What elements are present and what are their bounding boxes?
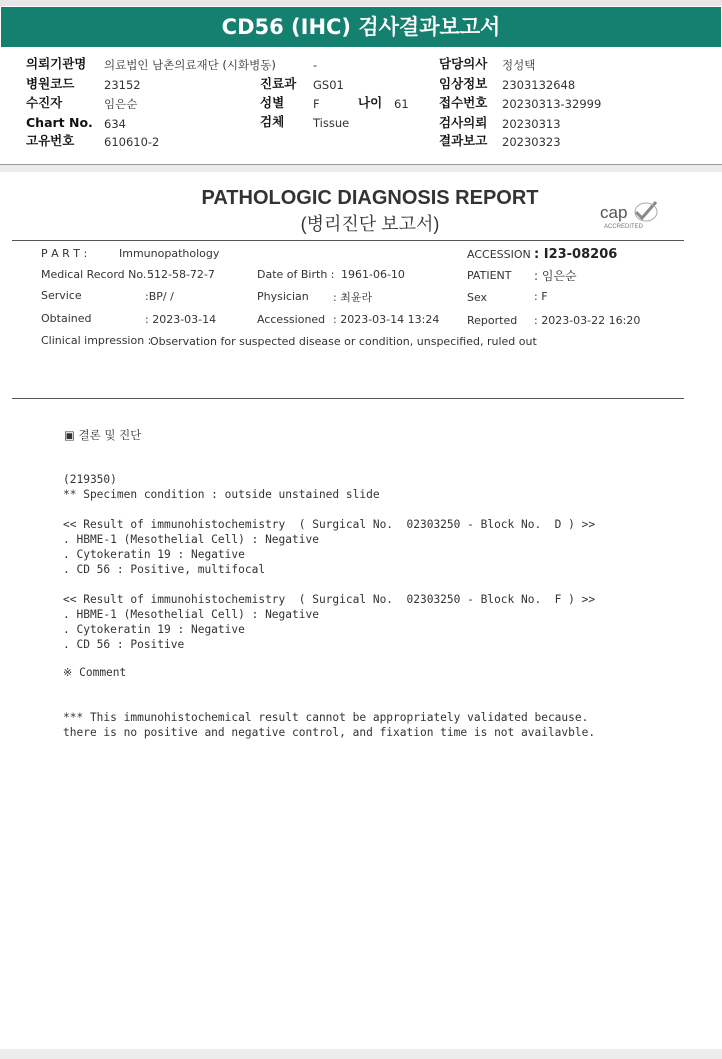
report-sex-value: : F	[534, 290, 548, 303]
bottom-border	[0, 1049, 722, 1059]
patient-name: 임은순	[541, 269, 577, 283]
result-date-label: 결과보고	[439, 133, 488, 148]
patient-label: 수진자	[26, 95, 63, 110]
accessioned-label: Accessioned	[257, 313, 326, 326]
comment-body	[63, 695, 595, 755]
receipt-label: 접수번호	[439, 95, 488, 110]
obtained-label: Obtained	[41, 312, 92, 325]
specimen-value: Tissue	[313, 116, 350, 130]
report-middle-rule	[12, 398, 684, 399]
unique-no-label: 고유번호	[26, 133, 75, 148]
hospital-code-value: 23152	[104, 78, 141, 92]
diagnosis-line	[63, 502, 595, 517]
accession-label: ACCESSION	[467, 248, 531, 261]
svg-text:ACCREDITED: ACCREDITED	[604, 224, 644, 230]
reported-label: Reported	[467, 314, 518, 327]
result-date-value: 20230323	[502, 135, 561, 149]
department-value: GS01	[313, 78, 344, 92]
dob-label: Date of Birth :	[257, 268, 335, 281]
diagnosis-section-title: ▣ 결론 및 진단	[64, 428, 142, 442]
specimen-label: 검체	[260, 114, 285, 129]
attending-label: 담당의사	[439, 56, 488, 71]
receipt-value: 20230313-32999	[502, 97, 602, 111]
report-title-en: PATHOLOGIC DIAGNOSIS REPORT	[201, 187, 539, 209]
chart-no-label: Chart No.	[26, 115, 93, 130]
physician-name: 최윤라	[340, 291, 373, 304]
accessioned-value: : 2023-03-14 13:24	[333, 313, 440, 326]
clinical-impression-value: Observation for suspected disease or condition, unspecified, ruled out	[150, 335, 537, 348]
diagnosis-line: . HBME-1 (Mesothelial Cell) : Negative	[63, 608, 319, 621]
patient-value: 임은순	[104, 97, 138, 111]
hospital-code-label: 병원코드	[26, 76, 75, 91]
diagnosis-line: . Cytokeratin 19 : Negative	[63, 548, 245, 561]
diagnosis-line: . Cytokeratin 19 : Negative	[63, 623, 245, 636]
physician-label: Physician	[257, 290, 309, 303]
diagnosis-line: (219350)	[63, 473, 117, 486]
attending-value: 정성택	[502, 58, 536, 72]
mrn-label: Medical Record No. :	[41, 268, 154, 281]
requesting-institution-value: 의료법인 남촌의료재단 (시화병동)	[104, 58, 276, 72]
report-sex-label: Sex	[467, 291, 488, 304]
part-label: P A R T :	[41, 247, 88, 260]
diagnosis-line: << Result of immunohistochemistry ( Surgical No. 02303250 - Block No. D ) >>	[63, 518, 596, 531]
patient-name-value: : 임은순	[534, 269, 577, 283]
age-label: 나이	[358, 95, 383, 110]
request-date-value: 20230313	[502, 117, 561, 131]
diagnosis-line: . CD 56 : Positive, multifocal	[63, 563, 266, 576]
age-value: 61	[394, 97, 409, 111]
requesting-dash: -	[313, 58, 318, 72]
report-title-ko: (병리진단 보고서)	[300, 214, 440, 234]
physician-value: : 최윤라	[333, 291, 373, 304]
sex-value: F	[313, 97, 320, 111]
comment-line: *** This immunohistochemical result cannot be appropriately validated because.	[63, 711, 589, 724]
part-value: Immunopathology	[119, 247, 220, 260]
service-value: :BP/ /	[145, 290, 174, 303]
diagnosis-line: ** Specimen condition : outside unstained slide	[63, 488, 380, 501]
request-date-label: 검사의뢰	[439, 115, 488, 130]
diagnosis-line: . HBME-1 (Mesothelial Cell) : Negative	[63, 533, 319, 546]
svg-text:cap: cap	[600, 203, 628, 222]
dob-value: 1961-06-10	[341, 268, 405, 281]
clinical-info-label: 임상정보	[439, 76, 488, 91]
comment-line: there is no positive and negative control, and fixation time is not availavble.	[63, 726, 596, 739]
page-title: CD56 (IHC) 검사결과보고서	[1, 7, 721, 47]
reported-value: : 2023-03-22 16:20	[534, 314, 641, 327]
sex-label: 성별	[260, 95, 285, 110]
mrn-value: 512-58-72-7	[147, 268, 215, 281]
department-label: 진료과	[260, 76, 297, 91]
clinical-impression-label: Clinical impression :	[41, 334, 152, 347]
requesting-institution-label: 의뢰기관명	[26, 56, 87, 71]
clinical-info-value: 2303132648	[502, 78, 576, 92]
comment-title: ※ Comment	[63, 666, 127, 679]
top-border	[0, 0, 722, 6]
patient-name-label: PATIENT	[467, 269, 512, 282]
report-top-rule	[12, 240, 684, 241]
unique-no-value: 610610-2	[104, 135, 160, 149]
chart-no-value: 634	[104, 117, 126, 131]
cap-accredited-logo	[598, 198, 660, 232]
header-shadow	[0, 165, 722, 172]
diagnosis-line	[63, 577, 595, 592]
accession-number: I23-08206	[543, 247, 618, 262]
service-label: Service	[41, 289, 82, 302]
accession-value: : I23-08206	[534, 247, 618, 262]
diagnosis-body	[63, 457, 595, 667]
obtained-value: : 2023-03-14	[145, 313, 217, 326]
diagnosis-line: . CD 56 : Positive	[63, 638, 185, 651]
diagnosis-line: << Result of immunohistochemistry ( Surgical No. 02303250 - Block No. F ) >>	[63, 593, 596, 606]
